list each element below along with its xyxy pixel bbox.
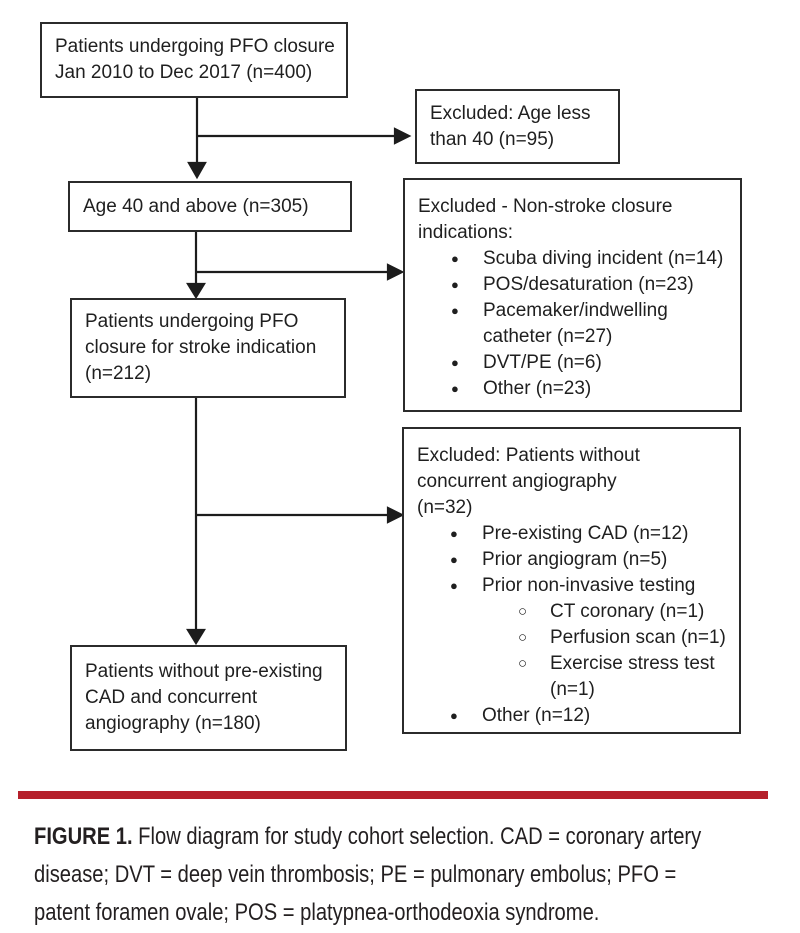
box-text-line: Excluded: Patients without <box>417 445 640 466</box>
caption-line <box>34 818 790 856</box>
list-item <box>450 573 729 703</box>
box-text-line: Excluded: Age less <box>430 102 591 124</box>
box-stroke-indication <box>70 298 346 398</box>
sublist-item: ○ Exercise stress test (n=1) <box>518 651 729 703</box>
box-text-line: Patients without pre-existing <box>85 661 323 682</box>
figure-caption <box>34 818 790 932</box>
arrowhead-excl-nonstroke <box>388 265 402 279</box>
arrowhead-excl-age <box>395 129 409 143</box>
arrowhead-b-c <box>188 284 204 297</box>
box-text-line: Excluded - Non-stroke closure <box>418 196 673 217</box>
box-text-line: angiography (n=180) <box>85 713 261 734</box>
box-final-cohort <box>70 645 347 751</box>
caption-text: Flow diagram for study cohort selection. CAD = coronary artery <box>132 823 702 850</box>
box-text-line: Patients undergoing PFO <box>85 311 299 332</box>
list-item: ● DVT/PE (n=6) <box>451 350 730 376</box>
exclusion-list <box>417 521 729 729</box>
list-item: ● Other (n=12) <box>450 703 729 729</box>
exclusion-list <box>418 246 730 402</box>
list-item-label: Prior non-invasive testing <box>482 575 696 596</box>
box-text-line: Jan 2010 to Dec 2017 (n=400) <box>55 62 313 83</box>
list-item: ● Other (n=23) <box>451 376 730 402</box>
box-age-40-above <box>68 181 352 232</box>
box-text-line: closure for stroke indication <box>85 337 317 358</box>
caption-line: patent foramen ovale; POS = platypnea-orthodeoxia syndrome. <box>34 899 600 926</box>
sublist-item: ○ Perfusion scan (n=1) <box>518 625 729 651</box>
box-text-line: concurrent angiography <box>417 471 617 492</box>
exclusion-sublist <box>482 599 729 703</box>
accent-rule <box>18 791 768 799</box>
figure-label: FIGURE 1. <box>34 823 133 850</box>
list-item: ● POS/desaturation (n=23) <box>451 272 730 298</box>
box-excluded-non-stroke <box>403 178 742 412</box>
box-text-line: Patients undergoing PFO closure <box>55 36 335 57</box>
box-text-line: CAD and concurrent <box>85 687 258 708</box>
box-patients-pfo-closure <box>40 22 348 98</box>
arrowhead-a-b <box>189 163 205 177</box>
list-item: ● Scuba diving incident (n=14) <box>451 246 730 272</box>
box-text-line: (n=212) <box>85 363 152 384</box>
arrowhead-c-d <box>188 630 204 643</box>
list-item: ● Prior angiogram (n=5) <box>450 547 729 573</box>
sublist-item: ○ CT coronary (n=1) <box>518 599 729 625</box>
arrowhead-excl-angio <box>388 508 402 522</box>
box-text-line: than 40 (n=95) <box>430 128 555 150</box>
box-text-line: Age 40 and above (n=305) <box>83 195 309 217</box>
box-excluded-age <box>415 89 620 164</box>
box-text-line: indications: <box>418 222 514 243</box>
box-text-line: (n=32) <box>417 497 473 518</box>
box-excluded-no-angiography <box>402 427 741 734</box>
list-item: ● Pacemaker/indwelling catheter (n=27) <box>451 298 730 350</box>
caption-line: disease; DVT = deep vein thrombosis; PE = pulmonary embolus; PFO = <box>34 861 677 888</box>
list-item: ● Pre-existing CAD (n=12) <box>450 521 729 547</box>
